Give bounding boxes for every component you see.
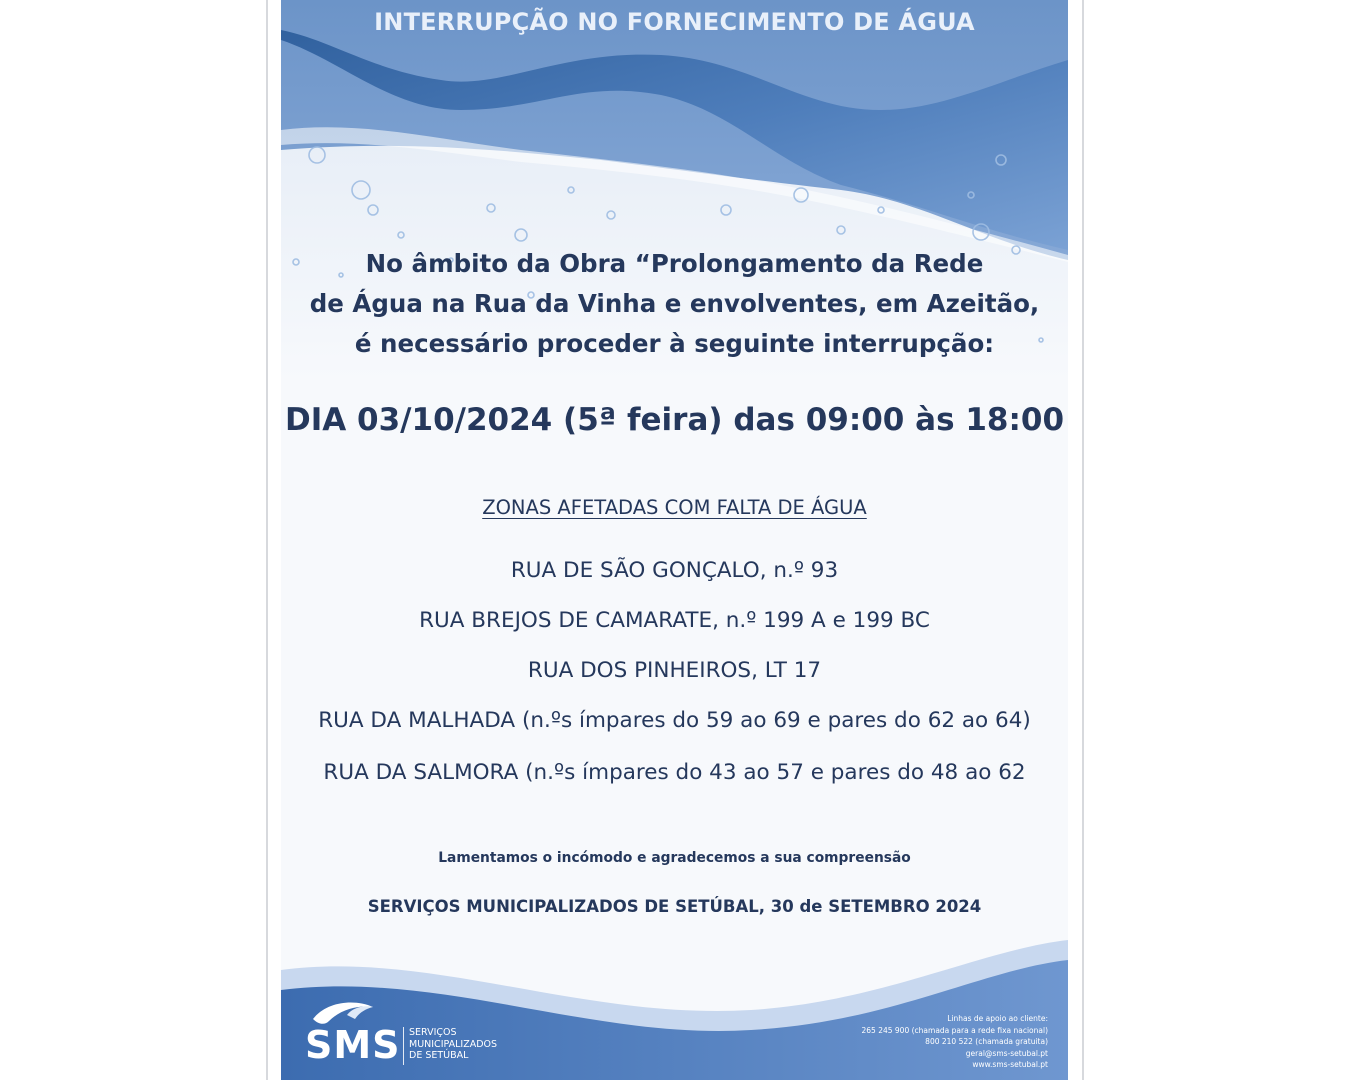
sms-logo: [305, 997, 535, 1069]
logo-name-line: SERVIÇOS: [409, 1027, 457, 1038]
intro-line: No âmbito da Obra “Prolongamento da Rede: [365, 249, 984, 278]
apology-message: Lamentamos o incómodo e agradecemos a sua compreensão: [438, 850, 911, 866]
page-frame-left: [266, 0, 268, 1080]
signature-line: SERVIÇOS MUNICIPALIZADOS DE SETÚBAL, 30 de SETEMBRO 2024: [367, 897, 982, 916]
contact-website: www.sms-setubal.pt: [972, 1060, 1048, 1069]
contact-email: geral@sms-setubal.pt: [965, 1048, 1048, 1058]
affected-zone-item: RUA DA MALHADA (n.ºs ímpares do 59 ao 69 e pares do 62 ao 64): [318, 708, 1031, 733]
affected-zone-item: RUA DE SÃO GONÇALO, n.º 93: [510, 558, 839, 583]
affected-zones-heading: ZONAS AFETADAS COM FALTA DE ÁGUA: [482, 496, 867, 519]
affected-zone-item: RUA BREJOS DE CAMARATE, n.º 199 A e 199 BC: [419, 608, 930, 633]
contacts-heading: Linhas de apoio ao cliente:: [947, 1014, 1048, 1023]
intro-paragraph: [281, 244, 1068, 364]
page-frame-right: [1082, 0, 1084, 1080]
affected-zone-item: RUA DOS PINHEIROS, LT 17: [527, 658, 822, 683]
logo-organization-name: [409, 1027, 497, 1062]
logo-name-line: DE SETÚBAL: [409, 1050, 469, 1061]
contact-phone: 800 210 522 (chamada gratuita): [925, 1037, 1048, 1046]
intro-line: é necessário proceder à seguinte interrupção:: [354, 329, 995, 358]
logo-divider: [403, 1027, 404, 1065]
notice-title: INTERRUPÇÃO NO FORNECIMENTO DE ÁGUA: [374, 8, 975, 36]
affected-zone-item: RUA DA SALMORA (n.ºs ímpares do 43 ao 57 e pares do 48 ao 62: [323, 760, 1026, 785]
interruption-date-time: DIA 03/10/2024 (5ª feira) das 09:00 às 18:00: [284, 402, 1065, 438]
customer-support-contacts: [862, 1013, 1048, 1071]
contact-phone: 265 245 900 (chamada para a rede fixa nacional): [861, 1025, 1048, 1035]
intro-line: de Água na Rua da Vinha e envolventes, em Azeitão,: [309, 289, 1040, 318]
logo-name-line: MUNICIPALIZADOS: [409, 1038, 498, 1050]
logo-acronym: SMS: [305, 1023, 401, 1067]
notice-poster: [281, 0, 1068, 1080]
